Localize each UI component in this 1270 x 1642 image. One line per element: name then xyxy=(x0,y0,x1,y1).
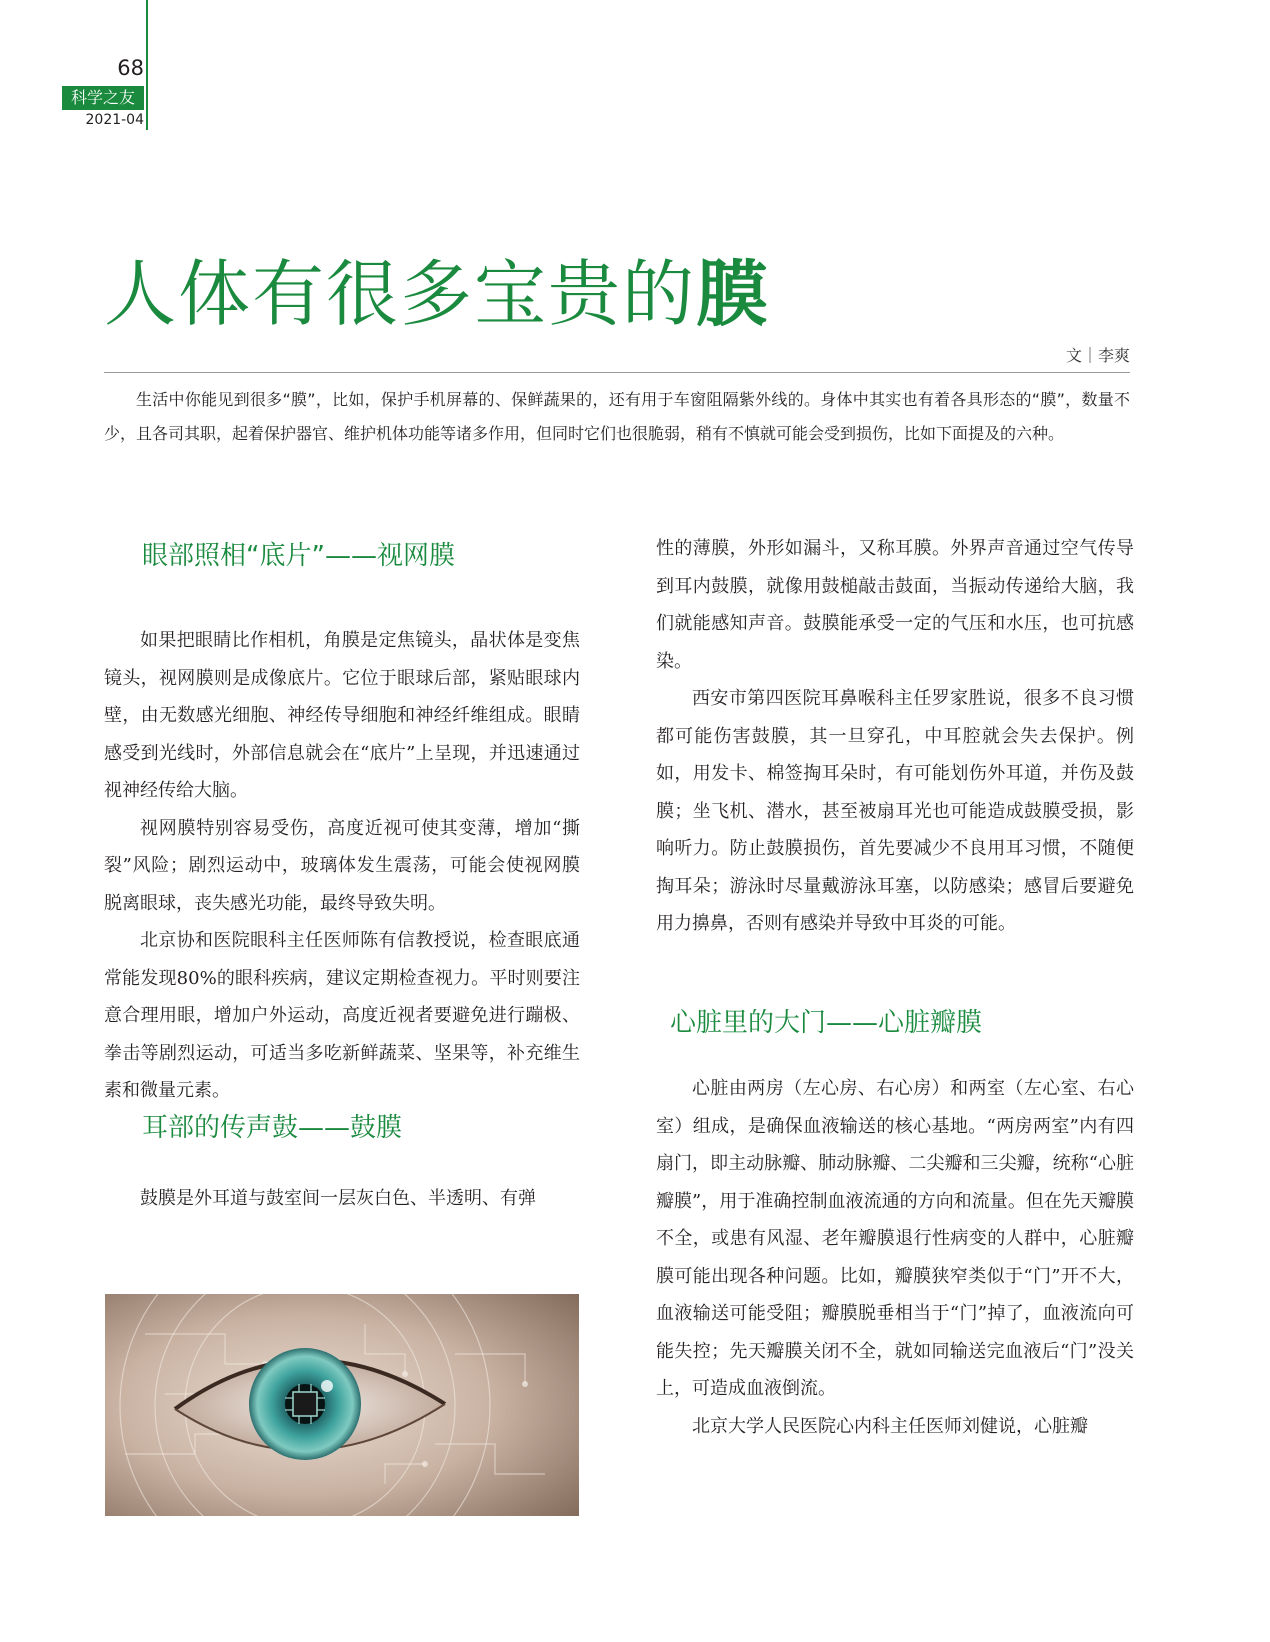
section-heading-eardrum: 耳部的传声鼓——鼓膜 xyxy=(142,1113,403,1143)
title-bold: 膜 xyxy=(696,252,771,336)
eardrum-intro xyxy=(104,1180,580,1218)
article-title xyxy=(104,252,771,336)
byline: 文｜李爽 xyxy=(1065,346,1130,365)
eye-with-circuit-chip-icon xyxy=(105,1294,579,1516)
column-right-bottom xyxy=(656,1070,1134,1445)
column-right-top xyxy=(656,530,1134,943)
retina-paragraph: 如果把眼睛比作相机，角膜是定焦镜头，晶状体是变焦镜头，视网膜则是成像底片。它位于眼球后部，紧贴眼球内壁，由无数感光细胞、神经传导细胞和神经纤维组成。眼睛感受到光线时，外部信息就会在“底片”上呈现，并迅速通过视神经传给大脑。 xyxy=(104,630,580,801)
eardrum-paragraph-continued: 性的薄膜，外形如漏斗，又称耳膜。外界声音通过空气传导到耳内鼓膜，就像用鼓槌敲击鼓面，当振动传递给大脑，我们就能感知声音。鼓膜能承受一定的气压和水压，也可抗感染。 xyxy=(656,538,1134,672)
magazine-badge: 科学之友 xyxy=(62,86,144,110)
title-rule xyxy=(104,372,1130,373)
issue-date: 2021-04 xyxy=(85,112,144,128)
eardrum-paragraph: 西安市第四医院耳鼻喉科主任罗家胜说，很多不良习惯都可能伤害鼓膜，其一旦穿孔，中耳腔就会失去保护。例如，用发卡、棉签掏耳朵时，有可能划伤外耳道，并伤及鼓膜；坐飞机、潜水，甚至被扇耳光也可能造成鼓膜受损，影响听力。防止鼓膜损伤，首先要减少不良用耳习惯，不随便掏耳朵；游泳时尽量戴游泳耳塞，以防感染；感冒后要避免用力擤鼻，否则有感染并导致中耳炎的可能。 xyxy=(656,688,1134,934)
title-light: 人体有很多宝贵的 xyxy=(104,252,697,336)
retina-paragraph: 视网膜特别容易受伤，高度近视可使其变薄，增加“撕裂”风险；剧烈运动中，玻璃体发生震荡，可能会使视网膜脱离眼球，丧失感光功能，最终导致失明。 xyxy=(104,817,580,914)
heart-valve-paragraph: 心脏由两房（左心房、右心房）和两室（左心室、右心室）组成，是确保血液输送的核心基地。“两房两室”内有四扇门，即主动脉瓣、肺动脉瓣、二尖瓣和三尖瓣，统称“心脏瓣膜”，用于准确控制血液流通的方向和流量。但在先天瓣膜不全，或患有风湿、老年瓣膜退行性病变的人群中，心脏瓣膜可能出现各种问题。比如，瓣膜狭窄类似于“门”开不大，血液输送可能受阻；瓣膜脱垂相当于“门”掉了，血液流向可能失控；先天瓣膜关闭不全，就如同输送完血液后“门”没关上，可造成血液倒流。 xyxy=(656,1078,1134,1399)
lead-paragraph: 生活中你能见到很多“膜”，比如，保护手机屏幕的、保鲜蔬果的，还有用于车窗阻隔紫外线的。身体中其实也有着各具形态的“膜”，数量不少，且各司其职，起着保护器官、维护机体功能等诸多作用，但同时它们也很脆弱，稍有不慎就可能会受到损伤，比如下面提及的六种。 xyxy=(104,390,1130,443)
eye-circuit-photo xyxy=(105,1294,579,1516)
header-divider-line xyxy=(146,0,148,130)
section-heading-retina: 眼部照相“底片”——视网膜 xyxy=(142,541,455,571)
page-number: 68 xyxy=(117,56,144,80)
eardrum-intro-line: 鼓膜是外耳道与鼓室间一层灰白色、半透明、有弹 xyxy=(140,1188,536,1209)
retina-paragraph: 北京协和医院眼科主任医师陈有信教授说，检查眼底通常能发现80%的眼科疾病，建议定期检查视力。平时则要注意合理用眼，增加户外运动，高度近视者要避免进行蹦极、拳击等剧烈运动，可适当多吃新鲜蔬菜、坚果等，补充维生素和微量元素。 xyxy=(104,930,580,1101)
heart-valve-paragraph: 北京大学人民医院心内科主任医师刘健说，心脏瓣 xyxy=(692,1415,1088,1437)
section-heading-heart-valve: 心脏里的大门——心脏瓣膜 xyxy=(670,1008,983,1038)
column-left xyxy=(104,622,580,1110)
